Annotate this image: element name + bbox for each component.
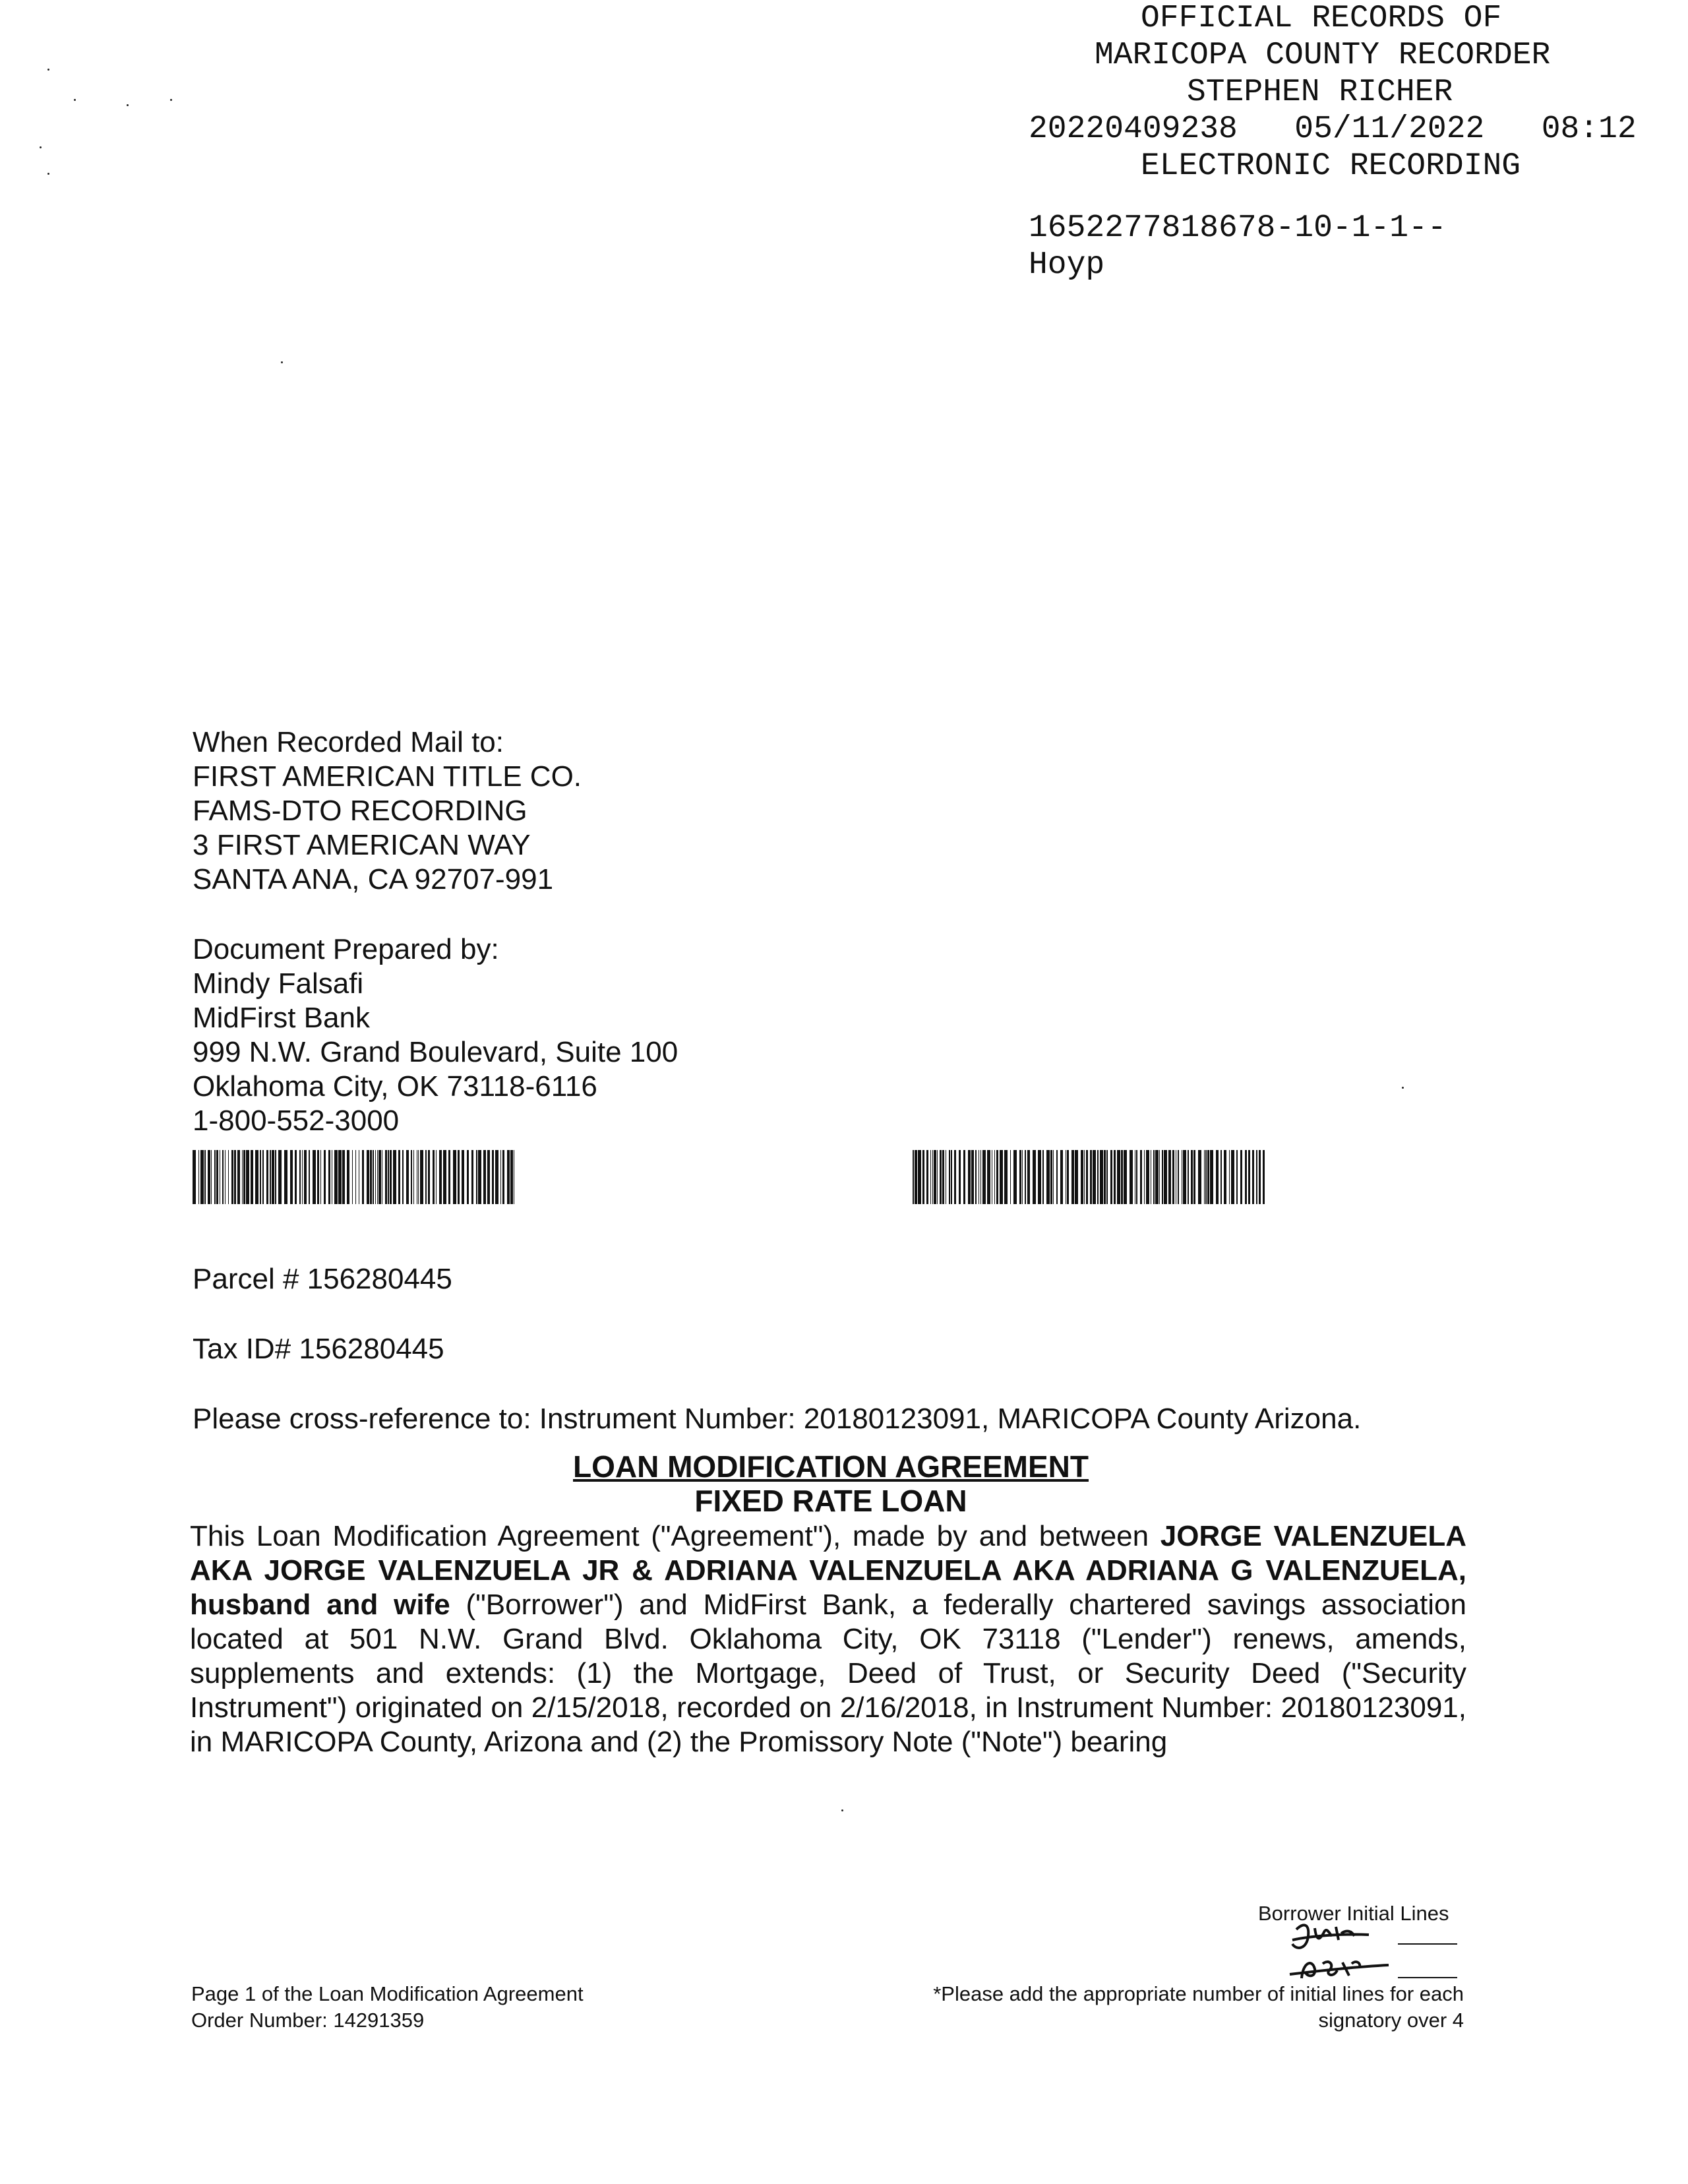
barcode-bar <box>1210 1150 1213 1204</box>
barcode-bar <box>1229 1150 1230 1204</box>
barcode-bar <box>1110 1150 1112 1204</box>
stamp-code: Hoyp <box>1029 247 1105 283</box>
barcode-bar <box>1022 1150 1023 1204</box>
barcode-bar <box>487 1150 490 1204</box>
barcode-bar <box>1136 1150 1137 1204</box>
stamp-line: OFFICIAL RECORDS OF <box>1141 1 1502 36</box>
barcode-bar <box>1198 1150 1201 1204</box>
barcode-bar <box>1236 1150 1238 1204</box>
barcode-bar <box>378 1150 381 1204</box>
barcode-bar <box>200 1150 204 1204</box>
barcode-bar <box>922 1150 924 1204</box>
barcode-bar <box>996 1150 998 1204</box>
barcode-bar <box>510 1150 513 1204</box>
barcode-bar <box>1100 1150 1103 1204</box>
initial-line[interactable] <box>1398 1943 1457 1945</box>
barcode-bar <box>1204 1150 1205 1204</box>
barcode-bar <box>246 1150 249 1204</box>
barcode-bar <box>1124 1150 1127 1204</box>
barcode-bar <box>299 1150 301 1204</box>
barcode-bar <box>377 1150 378 1204</box>
barcode-bar <box>1252 1150 1254 1204</box>
barcode-bar <box>971 1150 974 1204</box>
barcode-bar <box>272 1150 274 1204</box>
barcode-bar <box>940 1150 942 1204</box>
barcode-bar <box>275 1150 276 1204</box>
barcode-bar <box>1224 1150 1226 1204</box>
barcode-bar <box>436 1150 437 1204</box>
prepared-by-line: MidFirst Bank <box>193 1002 370 1034</box>
barcode-bar <box>483 1150 486 1204</box>
barcode-bar <box>918 1150 921 1204</box>
prepared-by-line: Mindy Falsafi <box>193 967 364 1000</box>
barcode-bar <box>937 1150 938 1204</box>
barcode-bar <box>1172 1150 1174 1204</box>
initial-line[interactable] <box>1398 1977 1457 1978</box>
barcode-bar <box>1038 1150 1041 1204</box>
barcode-bar <box>373 1150 374 1204</box>
barcode-bar <box>932 1150 933 1204</box>
prepared-by-line: 999 N.W. Grand Boulevard, Suite 100 <box>193 1036 678 1068</box>
barcode-bar <box>458 1150 460 1204</box>
mail-to-block <box>193 725 582 897</box>
barcode-bar <box>1106 1150 1108 1204</box>
barcode-bar <box>1153 1150 1155 1204</box>
barcode-bar <box>1130 1150 1133 1204</box>
barcode-bar <box>390 1150 392 1204</box>
barcode-bar <box>204 1150 206 1204</box>
barcode-bar <box>428 1150 430 1204</box>
barcode-bar <box>418 1150 419 1204</box>
barcode-bar <box>198 1150 199 1204</box>
mail-to-line: FAMS-DTO RECORDING <box>193 795 528 827</box>
cross-reference: Please cross-reference to: Instrument Number: 20180123091, MARICOPA County Arizona. <box>193 1403 1362 1435</box>
barcode-bar <box>290 1150 293 1204</box>
document-title: LOAN MODIFICATION AGREEMENT <box>573 1449 1089 1484</box>
barcode-bar <box>1033 1150 1036 1204</box>
barcode-bar <box>1081 1150 1083 1204</box>
barcode-bar <box>507 1150 510 1204</box>
barcode-bar <box>471 1150 473 1204</box>
barcode-bar <box>495 1150 498 1204</box>
initials-note: signatory over 4 <box>1318 2009 1464 2032</box>
initials-note: *Please add the appropriate number of initial lines for each <box>933 1982 1464 2005</box>
barcode-bar <box>1259 1150 1261 1204</box>
barcode-bar <box>1097 1150 1099 1204</box>
barcode-bar <box>1053 1150 1054 1204</box>
barcode-bar <box>193 1150 196 1204</box>
barcode-bar <box>385 1150 387 1204</box>
barcode-bar <box>1164 1150 1167 1204</box>
barcode-bar <box>347 1150 349 1204</box>
barcode-bar <box>934 1150 936 1204</box>
barcode-bar <box>295 1150 297 1204</box>
barcode-bar <box>338 1150 342 1204</box>
barcode-bar <box>411 1150 412 1204</box>
agreement-paragraph: This Loan Modification Agreement ("Agreement"), made by and between JORGE VALENZUELA AKA JORGE VALENZUELA JR & ADRIANA VALENZUELA AKA ADRIANA G VALENZUELA, husband and wife ("Borrower") and MidFirst Bank, a federally chartered savings association located at 501 N.W. Grand Blvd. Oklahoma City, OK 73118 ("Lender") renews, amends, supplements and extends: (1) the Mortgage, Deed of Trust, or Security Deed ("Security Instrument") originated on 2/15/2018, recorded on 2/16/2018, in Instrument Number: 20180123091, in MARICOPA County, Arizona and (2) the Promissory Note ("Note") bearing <box>190 1520 1466 1758</box>
barcode-bar <box>1071 1150 1074 1204</box>
mail-to-line: FIRST AMERICAN TITLE CO. <box>193 760 582 793</box>
parcel-number: Parcel # 156280445 <box>193 1263 452 1295</box>
barcode-bar <box>915 1150 917 1204</box>
barcode-bar <box>1263 1150 1265 1204</box>
barcode-bar <box>1245 1150 1247 1204</box>
barcode-bar <box>398 1150 400 1204</box>
barcode-bar <box>1205 1150 1207 1204</box>
barcode-bar <box>1178 1150 1179 1204</box>
barcode-bar <box>214 1150 216 1204</box>
borrower-names: JORGE VALENZUELA AKA JORGE VALENZUELA JR & ADRIANA VALENZUELA AKA ADRIANA G VALENZUELA, husband and wife <box>190 1520 1466 1621</box>
barcode-bar <box>270 1150 271 1204</box>
barcode-right <box>913 1150 1267 1204</box>
barcode-bar <box>262 1150 264 1204</box>
barcode-bar <box>982 1150 986 1204</box>
barcode-bar <box>242 1150 243 1204</box>
barcode-bar <box>433 1150 435 1204</box>
barcode-bar <box>313 1150 316 1204</box>
barcode-bar <box>1159 1150 1160 1204</box>
barcode-bar <box>462 1150 464 1204</box>
recorder-stamp <box>1029 0 1662 284</box>
barcode-bar <box>500 1150 501 1204</box>
barcode-bar <box>425 1150 427 1204</box>
barcode-bar <box>1004 1150 1008 1204</box>
barcode-bar <box>402 1150 404 1204</box>
barcode-bar <box>926 1150 928 1204</box>
barcode-bar <box>1117 1150 1120 1204</box>
barcode-bar <box>355 1150 356 1204</box>
barcode-bar <box>1093 1150 1096 1204</box>
barcode-bar <box>1086 1150 1088 1204</box>
borrower-initials-signature <box>1283 1910 1395 1989</box>
prepared-by-heading: Document Prepared by: <box>193 933 499 965</box>
barcode-bar <box>1162 1150 1163 1204</box>
mail-to-line: 3 FIRST AMERICAN WAY <box>193 829 531 861</box>
document-subtitle: FIXED RATE LOAN <box>694 1484 967 1518</box>
barcode-bar <box>994 1150 995 1204</box>
stamp-id: 1652277818678-10-1-1-- <box>1029 210 1447 246</box>
barcode-bar <box>1084 1150 1085 1204</box>
barcode-bar <box>1050 1150 1052 1204</box>
barcode-bar <box>317 1150 319 1204</box>
footer-left <box>191 1981 584 2034</box>
barcode-bar <box>302 1150 303 1204</box>
barcode-bar <box>1193 1150 1195 1204</box>
barcode-bar <box>1140 1150 1142 1204</box>
barcode-bar <box>1056 1150 1058 1204</box>
prepared-by-line: 1-800-552-3000 <box>193 1105 400 1137</box>
barcode-bar <box>1168 1150 1171 1204</box>
barcode-bar <box>1155 1150 1159 1204</box>
barcode-bar <box>502 1150 504 1204</box>
barcode-left <box>193 1150 518 1204</box>
barcode-bar <box>954 1150 956 1204</box>
barcode-bar <box>1067 1150 1069 1204</box>
barcode-bar <box>951 1150 952 1204</box>
barcode-bar <box>251 1150 253 1204</box>
barcode-bar <box>367 1150 369 1204</box>
barcode-bar <box>1104 1150 1106 1204</box>
barcode-bar <box>913 1150 914 1204</box>
barcode-bar <box>1188 1150 1189 1204</box>
barcode-bar <box>320 1150 321 1204</box>
mail-to-heading: When Recorded Mail to: <box>193 726 504 758</box>
barcode-bar <box>1090 1150 1092 1204</box>
barcode-bar <box>362 1150 364 1204</box>
barcode-bar <box>448 1150 450 1204</box>
barcode-bar <box>963 1150 965 1204</box>
barcode-bar <box>420 1150 423 1204</box>
barcode-bar <box>1060 1150 1063 1204</box>
barcode-bar <box>406 1150 409 1204</box>
barcode-bar <box>352 1150 353 1204</box>
barcode-bar <box>1019 1150 1021 1204</box>
barcode-bar <box>393 1150 396 1204</box>
barcode-bar <box>1013 1150 1017 1204</box>
barcode-bar <box>216 1150 218 1204</box>
barcode-bar <box>949 1150 950 1204</box>
barcode-bar <box>1075 1150 1078 1204</box>
barcode-bar <box>1183 1150 1186 1204</box>
barcode-bar <box>1216 1150 1219 1204</box>
barcode-bar <box>467 1150 469 1204</box>
barcode-bar <box>1042 1150 1044 1204</box>
barcode-bar <box>968 1150 971 1204</box>
mail-to-line: SANTA ANA, CA 92707-991 <box>193 863 554 895</box>
barcode-bar <box>388 1150 389 1204</box>
barcode-bar <box>413 1150 414 1204</box>
barcode-bar <box>334 1150 338 1204</box>
barcode-bar <box>225 1150 226 1204</box>
barcode-bar <box>443 1150 446 1204</box>
barcode-bar <box>942 1150 944 1204</box>
barcode-bar <box>975 1150 977 1204</box>
order-number: Order Number: 14291359 <box>191 2009 425 2032</box>
barcode-bar <box>222 1150 224 1204</box>
barcode-bar <box>328 1150 330 1204</box>
barcode-bar <box>324 1150 326 1204</box>
barcode-bar <box>211 1150 212 1204</box>
barcode-bar <box>208 1150 210 1204</box>
barcode-bar <box>228 1150 229 1204</box>
barcode-bar <box>231 1150 233 1204</box>
footer-right <box>933 1981 1464 2034</box>
stamp-line: STEPHEN RICHER <box>1187 75 1453 110</box>
tax-id: Tax ID# 156280445 <box>193 1333 444 1365</box>
barcode-bar <box>492 1150 494 1204</box>
barcode-bar <box>1146 1150 1149 1204</box>
barcode-bar <box>1000 1150 1003 1204</box>
prepared-by-block <box>193 932 678 1138</box>
barcode-bar <box>1240 1150 1242 1204</box>
barcode-bar <box>1144 1150 1145 1204</box>
initials-label: Borrower Initial Lines <box>1258 1902 1449 1925</box>
prepared-by-line: Oklahoma City, OK 73118-6116 <box>193 1070 597 1103</box>
barcode-bar <box>478 1150 481 1204</box>
barcode-bar <box>370 1150 372 1204</box>
barcode-bar <box>243 1150 245 1204</box>
barcode-bar <box>1207 1150 1209 1204</box>
barcode-bar <box>453 1150 456 1204</box>
barcode-bar <box>278 1150 282 1204</box>
barcode-bar <box>284 1150 287 1204</box>
barcode-bar <box>1121 1150 1123 1204</box>
barcode-bar <box>266 1150 268 1204</box>
page-label: Page 1 of the Loan Modification Agreement <box>191 1982 584 2005</box>
barcode-bar <box>1025 1150 1026 1204</box>
barcode-bar <box>959 1150 961 1204</box>
barcode-bar <box>1027 1150 1030 1204</box>
barcode-bar <box>304 1150 307 1204</box>
barcode-bar <box>930 1150 931 1204</box>
stamp-line: MARICOPA COUNTY RECORDER <box>1095 38 1551 73</box>
barcode-bar <box>1046 1150 1050 1204</box>
barcode-bar <box>987 1150 990 1204</box>
barcode-bar <box>342 1150 345 1204</box>
stamp-line: ELECTRONIC RECORDING <box>1141 148 1521 184</box>
barcode-bar <box>476 1150 477 1204</box>
barcode-bar <box>1191 1150 1193 1204</box>
recording-number: 20220409238 05/11/2022 08:12 <box>1029 111 1637 147</box>
barcode-bar <box>1221 1150 1222 1204</box>
barcode-bar <box>439 1150 442 1204</box>
barcode-bar <box>375 1150 376 1204</box>
barcode-bar <box>260 1150 261 1204</box>
barcode-bar <box>1010 1150 1011 1204</box>
barcode-bar <box>1231 1150 1234 1204</box>
barcode-bar <box>1248 1150 1250 1204</box>
barcode-bar <box>237 1150 240 1204</box>
barcode-bar <box>255 1150 258 1204</box>
barcode-bar <box>309 1150 310 1204</box>
barcode-bar <box>980 1150 981 1204</box>
barcode-bar <box>1256 1150 1257 1204</box>
barcode-bar <box>234 1150 236 1204</box>
barcode-bar <box>1114 1150 1116 1204</box>
